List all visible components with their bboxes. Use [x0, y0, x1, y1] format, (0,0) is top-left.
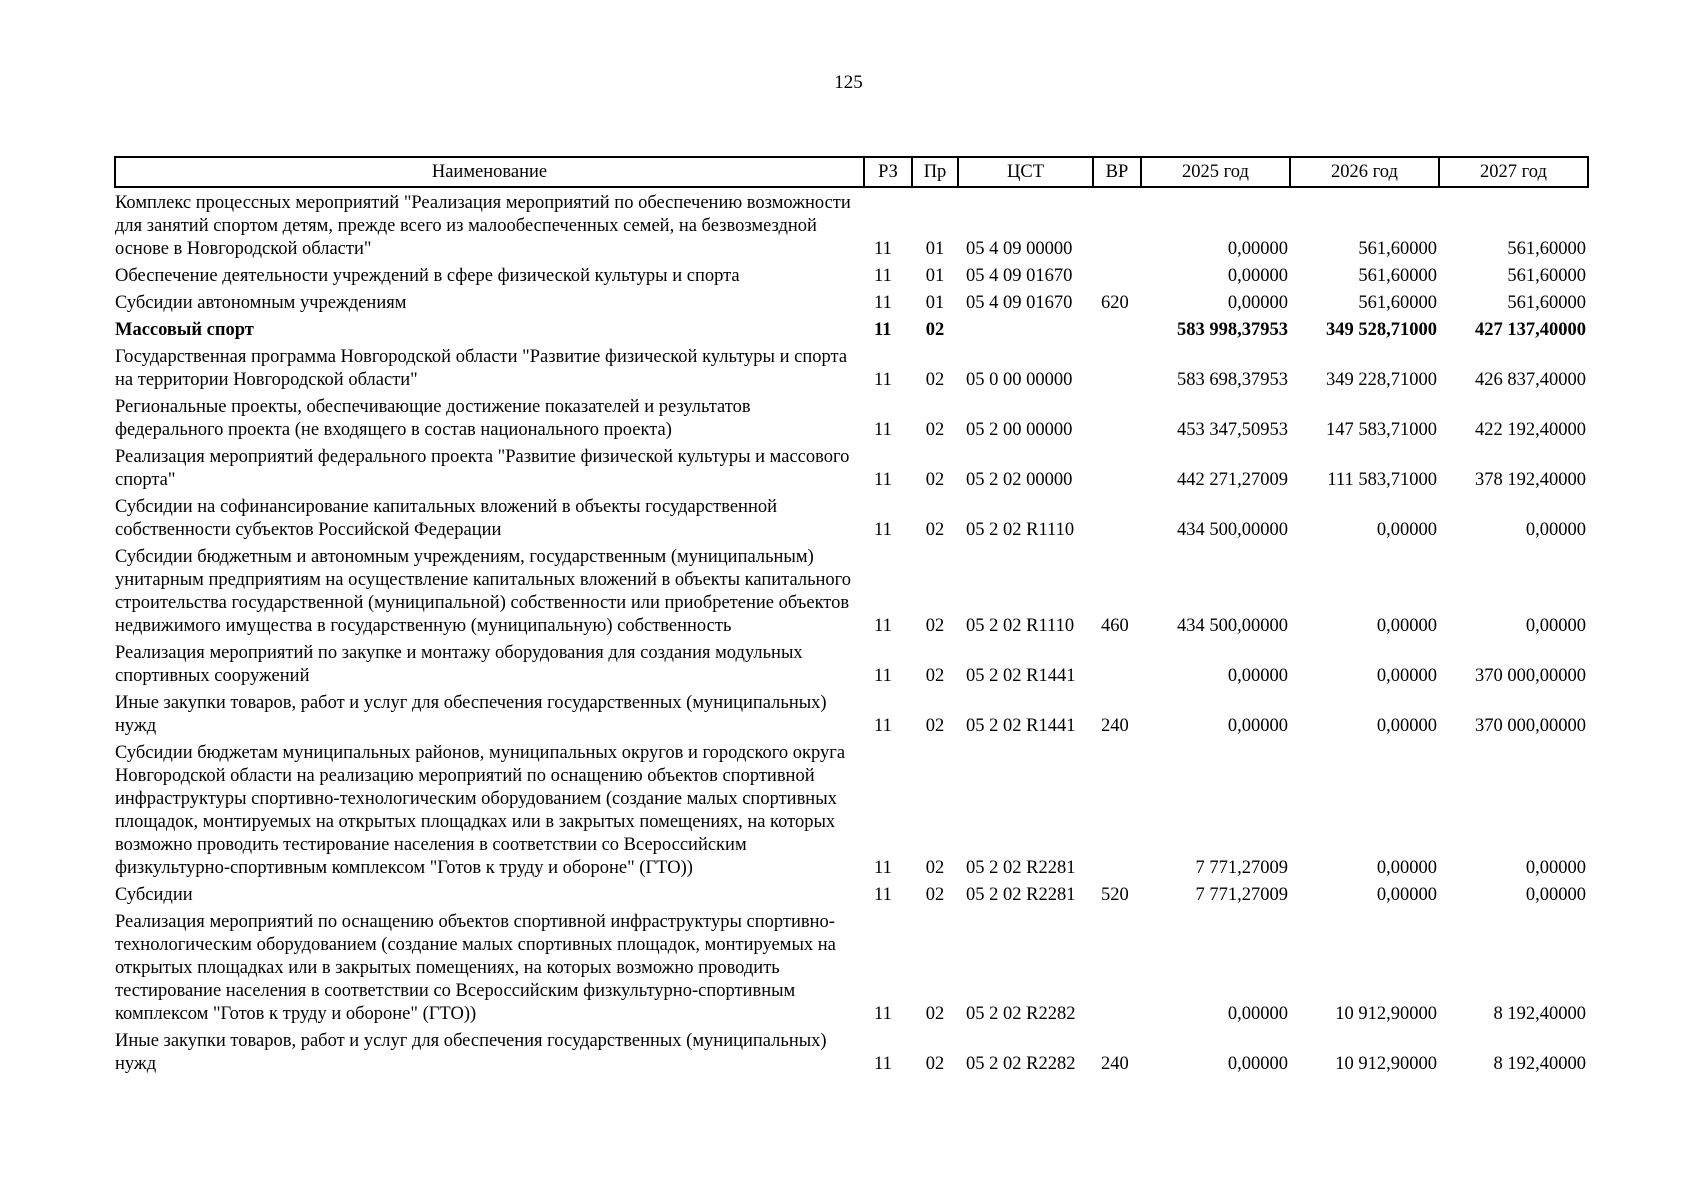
row-pr: 02	[925, 616, 945, 636]
table-body	[115, 187, 1588, 1078]
row-cst	[958, 317, 1093, 344]
row-2026: 0,00000	[1376, 716, 1437, 736]
row-2025: 0,00000	[1227, 293, 1288, 313]
row-rz: 11	[874, 666, 892, 686]
table-row	[115, 640, 1588, 690]
row-rz: 11	[874, 1004, 892, 1024]
header-vr: ВР	[1093, 157, 1141, 187]
row-vr	[1093, 444, 1141, 494]
row-cst: 05 2 02 R1441	[966, 666, 1076, 686]
row-cst: 05 2 02 R1110	[966, 520, 1075, 540]
row-rz: 11	[874, 616, 892, 636]
row-2026: 561,60000	[1358, 293, 1437, 313]
header-2027: 2027 год	[1439, 157, 1588, 187]
row-name: Субсидии на софинансирование капитальных вложений в объекты государственной собственности субъектов Российской Федерации	[115, 497, 777, 540]
row-2026: 0,00000	[1376, 520, 1437, 540]
row-vr	[1093, 344, 1141, 394]
header-name: Наименование	[115, 157, 864, 187]
row-2026: 0,00000	[1376, 885, 1437, 905]
row-name: Региональные проекты, обеспечивающие достижение показателей и результатов федерального проекта (не входящего в состав национального проекта)	[115, 397, 751, 440]
row-2027: 0,00000	[1525, 520, 1586, 540]
row-pr: 02	[925, 370, 945, 390]
header-2026: 2026 год	[1290, 157, 1439, 187]
table-row	[115, 317, 1588, 344]
row-rz: 11	[874, 370, 892, 390]
row-pr: 02	[925, 666, 945, 686]
row-pr: 01	[925, 266, 945, 286]
row-rz: 11	[874, 470, 892, 490]
row-2027: 8 192,40000	[1493, 1004, 1586, 1024]
row-pr: 02	[925, 716, 945, 736]
row-2026: 0,00000	[1376, 616, 1437, 636]
row-name: Субсидии бюджетным и автономным учреждениям, государственным (муниципальным) унитарным предприятиям на осуществление капитальных вложений в объекты капитального строительства государственной (муниципальной) собственности или приобретение объектов недвижимого имущества в государственную (муниципальную) собственность	[115, 547, 852, 636]
row-2026: 10 912,90000	[1335, 1054, 1437, 1074]
page-number: 125	[834, 72, 863, 93]
row-cst: 05 4 09 01670	[966, 293, 1073, 313]
row-2027: 8 192,40000	[1493, 1054, 1586, 1074]
row-name: Реализация мероприятий по оснащению объектов спортивной инфраструктуры спортивно-технологическим оборудованием (создание малых спортивных площадок, монтируемых на открытых площадках или в закрытых помещениях, на которых возможно проводить тестирование населения в соответствии со Всероссийским физкультурно-спортивным комплексом "Готов к труду и обороне" (ГТО))	[115, 912, 836, 1024]
row-cst: 05 2 02 R1441	[966, 716, 1076, 736]
table-row	[115, 344, 1588, 394]
row-2027: 561,60000	[1507, 239, 1586, 259]
row-2027: 422 192,40000	[1475, 420, 1586, 440]
row-name: Обеспечение деятельности учреждений в сфере физической культуры и спорта	[115, 266, 740, 286]
row-cst: 05 4 09 00000	[966, 239, 1073, 259]
table-header-row	[115, 157, 1588, 187]
row-rz: 11	[874, 716, 892, 736]
row-2027: 378 192,40000	[1475, 470, 1586, 490]
row-name: Субсидии автономным учреждениям	[115, 293, 407, 313]
row-2027: 426 837,40000	[1475, 370, 1586, 390]
row-cst: 05 2 02 R2282	[966, 1054, 1076, 1074]
table-row	[115, 882, 1588, 909]
row-pr: 02	[925, 520, 945, 540]
row-name: Иные закупки товаров, работ и услуг для обеспечения государственных (муниципальных) нужд	[115, 1031, 827, 1074]
table-row	[115, 494, 1588, 544]
table-row	[115, 187, 1588, 263]
row-pr: 02	[925, 858, 945, 878]
row-pr: 02	[925, 320, 945, 340]
row-cst: 05 2 00 00000	[966, 420, 1073, 440]
table-row	[115, 740, 1588, 882]
row-rz: 11	[874, 266, 892, 286]
row-2027: 0,00000	[1525, 858, 1586, 878]
header-cst: ЦСТ	[958, 157, 1093, 187]
row-2025: 7 771,27009	[1195, 858, 1288, 878]
row-2026: 111 583,71000	[1327, 470, 1437, 490]
row-cst: 05 2 02 R2282	[966, 1004, 1076, 1024]
row-vr	[1093, 640, 1141, 690]
row-cst: 05 4 09 01670	[966, 266, 1073, 286]
table-row	[115, 444, 1588, 494]
row-cst: 05 2 02 R1110	[966, 616, 1075, 636]
row-2027: 561,60000	[1507, 266, 1586, 286]
row-vr	[1093, 740, 1141, 882]
row-name: Государственная программа Новгородской области "Развитие физической культуры и спорта на территории Новгородской области"	[115, 347, 848, 390]
row-cst: 05 0 00 00000	[966, 370, 1073, 390]
header-pr: Пр	[912, 157, 958, 187]
row-name: Массовый спорт	[115, 320, 254, 340]
row-rz: 11	[874, 520, 892, 540]
row-vr	[1093, 394, 1141, 444]
row-2025: 0,00000	[1227, 1004, 1288, 1024]
budget-table	[114, 156, 1589, 1078]
row-rz: 11	[874, 239, 892, 259]
row-2026: 10 912,90000	[1335, 1004, 1437, 1024]
row-vr	[1093, 187, 1141, 263]
header-2025: 2025 год	[1141, 157, 1290, 187]
row-pr: 01	[925, 239, 945, 259]
table-row	[115, 544, 1588, 640]
row-2026: 0,00000	[1376, 858, 1437, 878]
row-cst: 05 2 02 00000	[966, 470, 1073, 490]
row-rz: 11	[874, 885, 892, 905]
row-name: Субсидии бюджетам муниципальных районов, муниципальных округов и городского округа Новгородской области на реализацию мероприятий по оснащению объектов спортивной инфраструктуры спортивно-технологическим оборудованием (создание малых спортивных площадок, монтируемых на открытых площадках или в закрытых помещениях, на которых возможно проводить тестирование населения в соответствии со Всероссийским физкультурно-спортивным комплексом "Готов к труду и обороне" (ГТО))	[115, 743, 846, 878]
row-vr	[1093, 909, 1141, 1028]
row-name: Субсидии	[115, 885, 193, 905]
row-name: Реализация мероприятий по закупке и монтажу оборудования для создания модульных спортивных сооружений	[115, 643, 803, 686]
row-vr: 460	[1101, 616, 1129, 636]
row-2025: 434 500,00000	[1177, 616, 1288, 636]
row-vr: 240	[1101, 1054, 1129, 1074]
row-vr	[1093, 317, 1141, 344]
row-pr: 02	[925, 1054, 945, 1074]
table-row	[115, 394, 1588, 444]
row-2025: 0,00000	[1227, 666, 1288, 686]
row-2025: 0,00000	[1227, 1054, 1288, 1074]
table-row	[115, 1028, 1588, 1078]
row-cst: 05 2 02 R2281	[966, 885, 1076, 905]
row-vr	[1093, 494, 1141, 544]
row-pr: 02	[925, 420, 945, 440]
row-pr: 02	[925, 470, 945, 490]
table-row	[115, 690, 1588, 740]
row-vr: 240	[1101, 716, 1129, 736]
row-2025: 7 771,27009	[1195, 885, 1288, 905]
row-2027: 561,60000	[1507, 293, 1586, 313]
row-pr: 02	[925, 885, 945, 905]
row-2025: 434 500,00000	[1177, 520, 1288, 540]
row-vr	[1093, 263, 1141, 290]
row-2026: 349 228,71000	[1326, 370, 1437, 390]
header-rz: РЗ	[864, 157, 912, 187]
table-row	[115, 290, 1588, 317]
row-2027: 370 000,00000	[1475, 666, 1586, 686]
row-rz: 11	[874, 293, 892, 313]
row-rz: 11	[874, 320, 892, 340]
row-2025: 0,00000	[1227, 239, 1288, 259]
row-2027: 370 000,00000	[1475, 716, 1586, 736]
row-pr: 02	[925, 1004, 945, 1024]
table-row	[115, 909, 1588, 1028]
row-vr: 520	[1101, 885, 1129, 905]
row-name: Комплекс процессных мероприятий "Реализация мероприятий по обеспечению возможности для занятий спортом детям, прежде всего из малообеспеченных семей, на безвозмездной основе в Новгородской области"	[115, 193, 851, 259]
row-2026: 561,60000	[1358, 266, 1437, 286]
row-2027: 0,00000	[1525, 616, 1586, 636]
table-row	[115, 263, 1588, 290]
row-2026: 147 583,71000	[1326, 420, 1437, 440]
row-2025: 453 347,50953	[1177, 420, 1288, 440]
row-2025: 0,00000	[1227, 716, 1288, 736]
row-2025: 442 271,27009	[1177, 470, 1288, 490]
row-name: Реализация мероприятий федерального проекта "Развитие физической культуры и массового спорта"	[115, 447, 850, 490]
row-vr: 620	[1101, 293, 1129, 313]
row-2025: 583 998,37953	[1177, 320, 1288, 340]
row-pr: 01	[925, 293, 945, 313]
row-2025: 0,00000	[1227, 266, 1288, 286]
row-2026: 349 528,71000	[1326, 320, 1437, 340]
row-2026: 561,60000	[1358, 239, 1437, 259]
row-cst: 05 2 02 R2281	[966, 858, 1076, 878]
row-rz: 11	[874, 858, 892, 878]
row-2027: 427 137,40000	[1475, 320, 1586, 340]
row-2025: 583 698,37953	[1177, 370, 1288, 390]
row-name: Иные закупки товаров, работ и услуг для обеспечения государственных (муниципальных) нужд	[115, 693, 827, 736]
row-2026: 0,00000	[1376, 666, 1437, 686]
row-2027: 0,00000	[1525, 885, 1586, 905]
row-rz: 11	[874, 1054, 892, 1074]
row-rz: 11	[874, 420, 892, 440]
